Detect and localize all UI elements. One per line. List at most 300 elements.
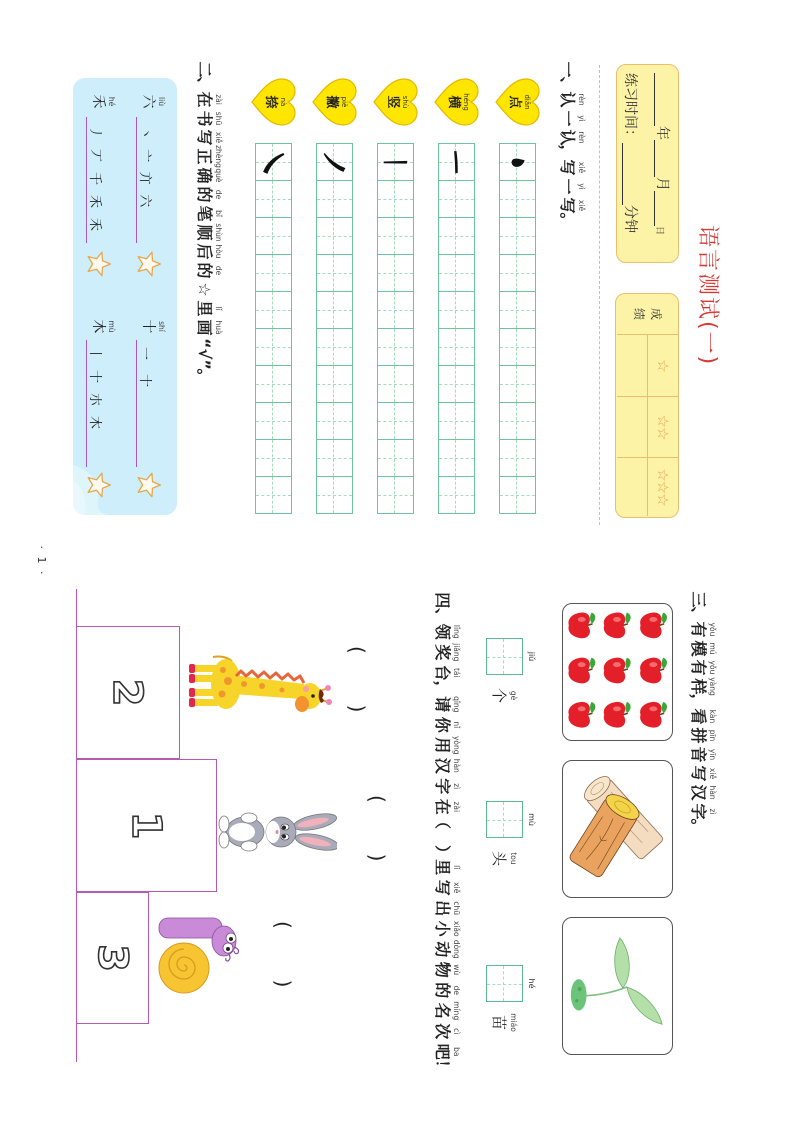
heading-unit	[433, 857, 461, 878]
heading-unit	[689, 606, 717, 623]
section1-heading	[558, 60, 586, 229]
pinyin: ba	[452, 1047, 461, 1057]
writing-cell[interactable]	[256, 255, 291, 292]
heading-unit	[433, 680, 461, 697]
hanzi: 、	[558, 76, 577, 93]
heading-unit	[558, 177, 586, 196]
logs-icon	[563, 761, 672, 897]
pinyin: zhèng	[214, 145, 223, 168]
writing-cell[interactable]	[439, 255, 474, 292]
writing-row-pie	[316, 143, 353, 514]
star-icon: ☆	[195, 282, 214, 297]
score-label-cell	[617, 294, 678, 334]
pinyin: bǐ	[214, 210, 223, 217]
heading-unit	[558, 144, 586, 161]
hanzi: 一	[558, 178, 577, 195]
hanzi: 正	[195, 148, 214, 165]
stroke-step: 木	[87, 415, 102, 429]
practice-time-blank[interactable]	[622, 143, 637, 205]
score-one-star: ☆	[647, 334, 678, 396]
pinyin: tái	[452, 667, 461, 678]
writing-cell[interactable]	[378, 477, 413, 513]
pinyin: zì	[708, 808, 717, 815]
pinyin: xiǎo	[452, 920, 461, 937]
writing-cell[interactable]	[378, 292, 413, 329]
picture-apples	[562, 603, 673, 741]
hanzi: 汉	[433, 757, 452, 774]
hanzi: 六	[140, 94, 156, 109]
hanzi: 小	[433, 920, 452, 937]
pinyin: gè	[509, 690, 518, 701]
stroke-label-heart	[494, 78, 540, 126]
answer-box[interactable]	[486, 965, 523, 1002]
hanzi: 认	[558, 129, 577, 146]
heading-unit	[433, 715, 461, 736]
heading-unit	[689, 639, 717, 658]
heading-unit	[195, 204, 223, 223]
stroke-step: 禾	[87, 217, 102, 231]
stroke-step: 亠	[137, 149, 152, 163]
stroke-pinyin: diǎn	[523, 94, 531, 110]
stroke-pinyin: piě	[340, 96, 348, 108]
heading-unit	[433, 1021, 461, 1042]
heading-unit	[195, 147, 223, 166]
stroke-name: 捺	[263, 95, 278, 109]
heading-unit	[689, 620, 717, 639]
stroke-name: 竖	[385, 95, 400, 109]
page-title: 语言测试(一)	[695, 225, 720, 367]
heading-unit	[433, 919, 461, 940]
heading-unit	[195, 90, 223, 109]
writing-cell[interactable]	[317, 403, 352, 440]
hanzi: 你	[433, 716, 452, 733]
score-cell[interactable]	[617, 457, 647, 516]
pinyin: mù	[107, 320, 116, 333]
year-blank[interactable]	[654, 73, 669, 126]
heading-unit	[433, 1001, 461, 1022]
hanzi: 吧	[433, 1043, 452, 1060]
hanzi: 。	[558, 212, 577, 229]
heading-unit	[195, 299, 223, 318]
hanzi: 台	[433, 664, 452, 681]
heading-unit	[195, 368, 223, 385]
writing-cell[interactable]	[378, 403, 413, 440]
hanzi: 认	[558, 91, 577, 108]
hanzi: 用	[433, 737, 452, 754]
hanzi: 二	[195, 61, 214, 78]
pinyin: yì	[577, 115, 586, 122]
day-label: 日	[654, 226, 664, 236]
pinyin: jiǎng	[452, 643, 461, 662]
checkmark-quote: “√”	[195, 338, 214, 370]
writing-cell[interactable]	[256, 477, 291, 513]
writing-cell[interactable]	[439, 144, 474, 181]
writing-cell[interactable]	[500, 144, 535, 181]
pinyin: chū	[452, 901, 461, 916]
stroke-step: 亣	[137, 171, 152, 185]
stroke-pinyin: nà	[279, 97, 287, 107]
hanzi: 后	[195, 243, 214, 260]
writing-cell[interactable]	[439, 366, 474, 403]
answer-suffix	[490, 849, 518, 868]
heading-unit	[195, 166, 223, 185]
pinyin: yǒu	[708, 660, 717, 675]
hanzi: 。	[195, 368, 214, 385]
hanzi: 禾	[90, 94, 106, 109]
pinyin: lǐ	[214, 306, 223, 311]
hanzi: 笔	[195, 205, 214, 222]
pinyin: de	[452, 985, 461, 995]
pinyin: xiě	[577, 199, 586, 212]
pinyin: míng	[452, 1001, 461, 1021]
hanzi: 有	[689, 659, 708, 676]
hanzi: 写	[433, 879, 452, 896]
practice-time-label: 练习时间：	[622, 73, 638, 143]
pinyin: liù	[157, 97, 166, 106]
stroke-step: 朩	[87, 392, 102, 406]
heading-unit	[433, 622, 461, 643]
answer-blank-rabbit[interactable]: ( )	[365, 795, 389, 862]
left-falling-stroke-icon	[317, 144, 352, 180]
horizontal-stroke-icon	[439, 144, 474, 180]
writing-cell[interactable]	[256, 329, 291, 366]
writing-row-dian	[499, 143, 536, 514]
pinyin: hé	[107, 96, 116, 107]
apples-icon	[563, 604, 672, 740]
answer-pinyin: hé	[527, 978, 536, 989]
writing-cell[interactable]	[317, 292, 352, 329]
answer-pinyin: jiǔ	[527, 651, 536, 662]
heading-unit	[195, 185, 223, 204]
writing-row-shu	[377, 143, 414, 514]
hanzi: 十	[140, 319, 156, 334]
pinyin: cì	[452, 1028, 461, 1035]
check-star-icon[interactable]	[86, 472, 112, 498]
pinyin: hòu	[214, 244, 223, 259]
hanzi: 音	[689, 746, 708, 763]
hanzi: 请	[433, 696, 452, 713]
stroke-name: 横	[446, 95, 461, 109]
pinyin: wù	[452, 964, 461, 976]
hanzi: 的	[195, 262, 214, 279]
stroke-step: 十	[87, 369, 102, 383]
rabbit-icon	[217, 800, 337, 864]
pinyin: lǐng	[452, 624, 461, 639]
stroke-step: 十	[137, 373, 152, 387]
heading-unit	[433, 898, 461, 919]
date-row	[654, 73, 670, 235]
score-box	[615, 293, 679, 518]
hanzi: 动	[433, 941, 452, 958]
writing-cell[interactable]	[439, 181, 474, 218]
pinyin: miáo	[509, 1013, 518, 1032]
heading-unit	[195, 109, 223, 128]
stroke-step: 一	[137, 346, 152, 360]
heading-unit	[558, 158, 586, 177]
answer-box[interactable]	[486, 638, 523, 675]
hanzi: 出	[433, 900, 452, 917]
writing-cell[interactable]	[317, 181, 352, 218]
pinyin: hàn	[452, 758, 461, 773]
pinyin: tou	[509, 852, 518, 865]
hanzi: 一	[558, 61, 577, 78]
writing-row-na	[255, 143, 292, 514]
writing-cell[interactable]	[500, 366, 535, 403]
hanzi: 字	[689, 803, 708, 820]
podium-third-place	[76, 892, 149, 1024]
hanzi: 个	[490, 687, 508, 703]
day-blank[interactable]	[654, 191, 669, 226]
stroke-step: 六	[137, 194, 152, 208]
writing-cell[interactable]	[500, 329, 535, 366]
answer-suffix	[490, 686, 518, 705]
dashed-divider	[599, 65, 600, 525]
heading-unit	[433, 756, 461, 777]
sprout-icon	[563, 918, 672, 1054]
place-number: 1	[123, 811, 169, 840]
heading-unit	[433, 694, 461, 715]
writing-cell[interactable]	[439, 292, 474, 329]
writing-cell[interactable]	[317, 218, 352, 255]
heading-unit	[195, 223, 223, 242]
answer-box[interactable]	[486, 801, 523, 838]
writing-cell[interactable]	[500, 403, 535, 440]
answer-blank-giraffe[interactable]: ( )	[345, 646, 369, 713]
heading-unit	[195, 261, 223, 280]
pinyin: rèn	[577, 93, 586, 106]
score-two-stars: ☆☆	[647, 396, 678, 457]
writing-cell[interactable]	[378, 144, 413, 181]
picture-sprout	[562, 917, 673, 1055]
hanzi: 领	[433, 623, 452, 640]
stroke-name: 撇	[324, 95, 339, 109]
stroke-step: 丶	[137, 126, 152, 140]
podium-baseline	[76, 589, 77, 1062]
section4-heading	[433, 590, 461, 1076]
hanzi: ，	[558, 144, 577, 161]
heading-unit	[433, 608, 461, 625]
pinyin: kàn	[708, 709, 717, 724]
stroke-sequence	[87, 121, 102, 236]
pinyin: yì	[577, 183, 586, 190]
score-three-stars: ☆☆☆	[647, 457, 678, 516]
hanzi: 写	[558, 159, 577, 176]
practice-time-row	[622, 73, 638, 233]
podium-first-place	[76, 759, 217, 892]
heading-unit	[433, 813, 461, 862]
writing-cell[interactable]	[256, 440, 291, 477]
hanzi: 的	[195, 186, 214, 203]
writing-row-heng	[438, 143, 475, 514]
date-time-box	[616, 64, 679, 263]
writing-cell[interactable]	[500, 181, 535, 218]
stroke-order-char-liu	[139, 92, 166, 111]
heading-unit	[195, 280, 223, 299]
stroke-order-char-mu	[89, 317, 116, 336]
writing-cell[interactable]	[317, 329, 352, 366]
score-cell[interactable]	[617, 334, 647, 396]
heading-unit	[195, 76, 223, 93]
writing-cell[interactable]	[317, 440, 352, 477]
pinyin: què	[214, 168, 223, 183]
parentheses: （ ）	[433, 813, 452, 862]
writing-cell[interactable]	[256, 218, 291, 255]
hanzi: 。	[689, 818, 708, 835]
heading-unit	[689, 764, 717, 783]
pinyin: yàng	[708, 677, 717, 696]
check-star-icon[interactable]	[136, 472, 162, 498]
pinyin: shùn	[214, 223, 223, 242]
hanzi: 里	[195, 300, 214, 317]
hanzi: 三	[689, 591, 708, 608]
stroke-pinyin: héng	[462, 93, 470, 111]
writing-cell[interactable]	[317, 255, 352, 292]
writing-cell[interactable]	[500, 292, 535, 329]
pinyin: de	[214, 189, 223, 200]
hanzi: 写	[689, 765, 708, 782]
writing-cell[interactable]	[378, 218, 413, 255]
pinyin: dòng	[452, 939, 461, 959]
pinyin: huà	[214, 320, 223, 335]
vertical-stroke-icon	[378, 144, 413, 180]
writing-cell[interactable]	[378, 366, 413, 403]
stroke-label-heart	[311, 78, 357, 126]
answer-blank-snail[interactable]: ( )	[271, 921, 295, 988]
writing-cell[interactable]	[439, 477, 474, 513]
stroke-name: 点	[507, 95, 522, 109]
writing-cell[interactable]	[378, 181, 413, 218]
check-star-icon[interactable]	[86, 251, 112, 277]
place-number: 3	[89, 944, 135, 972]
hanzi: 写	[195, 129, 214, 146]
writing-cell[interactable]	[317, 366, 352, 403]
pinyin: yòng	[452, 735, 461, 755]
stroke-label-heart	[433, 78, 479, 126]
month-blank[interactable]	[654, 140, 669, 177]
stroke-step: 丨	[87, 346, 102, 360]
hanzi: 顺	[195, 224, 214, 241]
hanzi: 在	[195, 91, 214, 108]
heading-unit	[433, 939, 461, 960]
hanzi: 木	[90, 319, 106, 334]
stroke-order-char-shi	[139, 317, 166, 336]
score-cell[interactable]	[617, 396, 647, 457]
heading-unit	[433, 1059, 461, 1076]
heading-unit	[433, 735, 461, 756]
heading-unit	[558, 90, 586, 109]
writing-cell[interactable]	[256, 403, 291, 440]
writing-cell[interactable]	[378, 440, 413, 477]
hanzi: 的	[433, 982, 452, 999]
heading-unit	[433, 878, 461, 899]
pinyin: zài	[214, 94, 223, 105]
stroke-step: 丆	[87, 148, 102, 162]
pinyin: xiě	[577, 161, 586, 174]
pinyin: xiě	[708, 767, 717, 780]
giraffe-icon	[187, 653, 332, 713]
heading-unit	[689, 818, 717, 835]
year-label: 年	[654, 126, 670, 140]
writing-cell[interactable]	[500, 440, 535, 477]
hanzi: 、	[433, 608, 452, 625]
writing-cell[interactable]	[317, 144, 352, 181]
stroke-pinyin: shù	[401, 95, 409, 109]
hanzi: 模	[689, 640, 708, 657]
writing-cell[interactable]	[378, 329, 413, 366]
pinyin: rèn	[577, 131, 586, 144]
hanzi: ，	[689, 693, 708, 710]
heading-unit	[558, 109, 586, 128]
writing-cell[interactable]	[439, 403, 474, 440]
snail-icon	[158, 917, 240, 999]
writing-cell[interactable]	[500, 255, 535, 292]
section3-heading	[689, 590, 717, 835]
pinyin: shū	[214, 111, 223, 126]
heading-unit	[433, 980, 461, 1001]
heading-unit	[433, 960, 461, 981]
pinyin: mú	[708, 642, 717, 655]
hanzi: 奖	[433, 644, 452, 661]
heading-unit	[689, 658, 717, 677]
pinyin: shí	[157, 321, 166, 332]
writing-cell[interactable]	[256, 292, 291, 329]
heading-unit	[689, 745, 717, 764]
hanzi: 字	[433, 778, 452, 795]
heading-unit	[195, 242, 223, 261]
hanzi: 在	[433, 798, 452, 815]
writing-cell[interactable]	[500, 218, 535, 255]
stroke-sequence	[137, 122, 152, 212]
stroke-step: 丿	[87, 125, 102, 139]
writing-cell[interactable]	[317, 477, 352, 513]
month-label: 月	[654, 177, 670, 191]
answer-suffix	[490, 1013, 518, 1032]
hanzi: 拼	[689, 727, 708, 744]
pinyin: yīn	[708, 748, 717, 761]
heading-unit	[689, 707, 717, 726]
hanzi: 苗	[490, 1014, 508, 1030]
writing-cell[interactable]	[256, 181, 291, 218]
hanzi: 画	[195, 319, 214, 336]
stroke-sequence	[137, 340, 152, 394]
writing-cell[interactable]	[500, 477, 535, 513]
heading-unit	[433, 642, 461, 663]
writing-cell[interactable]	[439, 440, 474, 477]
heading-unit	[433, 776, 461, 797]
pinyin: zì	[452, 783, 461, 790]
stroke-sequence	[87, 342, 102, 434]
check-star-icon[interactable]	[136, 251, 162, 277]
hanzi: 有	[689, 621, 708, 638]
hanzi: 确	[195, 167, 214, 184]
hanzi: 样	[689, 678, 708, 695]
heading-unit	[195, 337, 223, 371]
page-number: · 1 ·	[35, 545, 48, 577]
hanzi: 四	[433, 592, 452, 609]
pinyin: nǐ	[452, 721, 461, 729]
writing-cell[interactable]	[256, 144, 291, 181]
hanzi: 名	[433, 1002, 452, 1019]
writing-cell[interactable]	[256, 366, 291, 403]
hanzi: 次	[433, 1023, 452, 1040]
hanzi: 一	[558, 110, 577, 127]
writing-cell[interactable]	[439, 329, 474, 366]
stroke-order-char-he	[89, 92, 116, 111]
writing-cell[interactable]	[378, 255, 413, 292]
heading-unit	[558, 212, 586, 229]
pinyin: pīn	[708, 729, 717, 742]
writing-cell[interactable]	[439, 218, 474, 255]
